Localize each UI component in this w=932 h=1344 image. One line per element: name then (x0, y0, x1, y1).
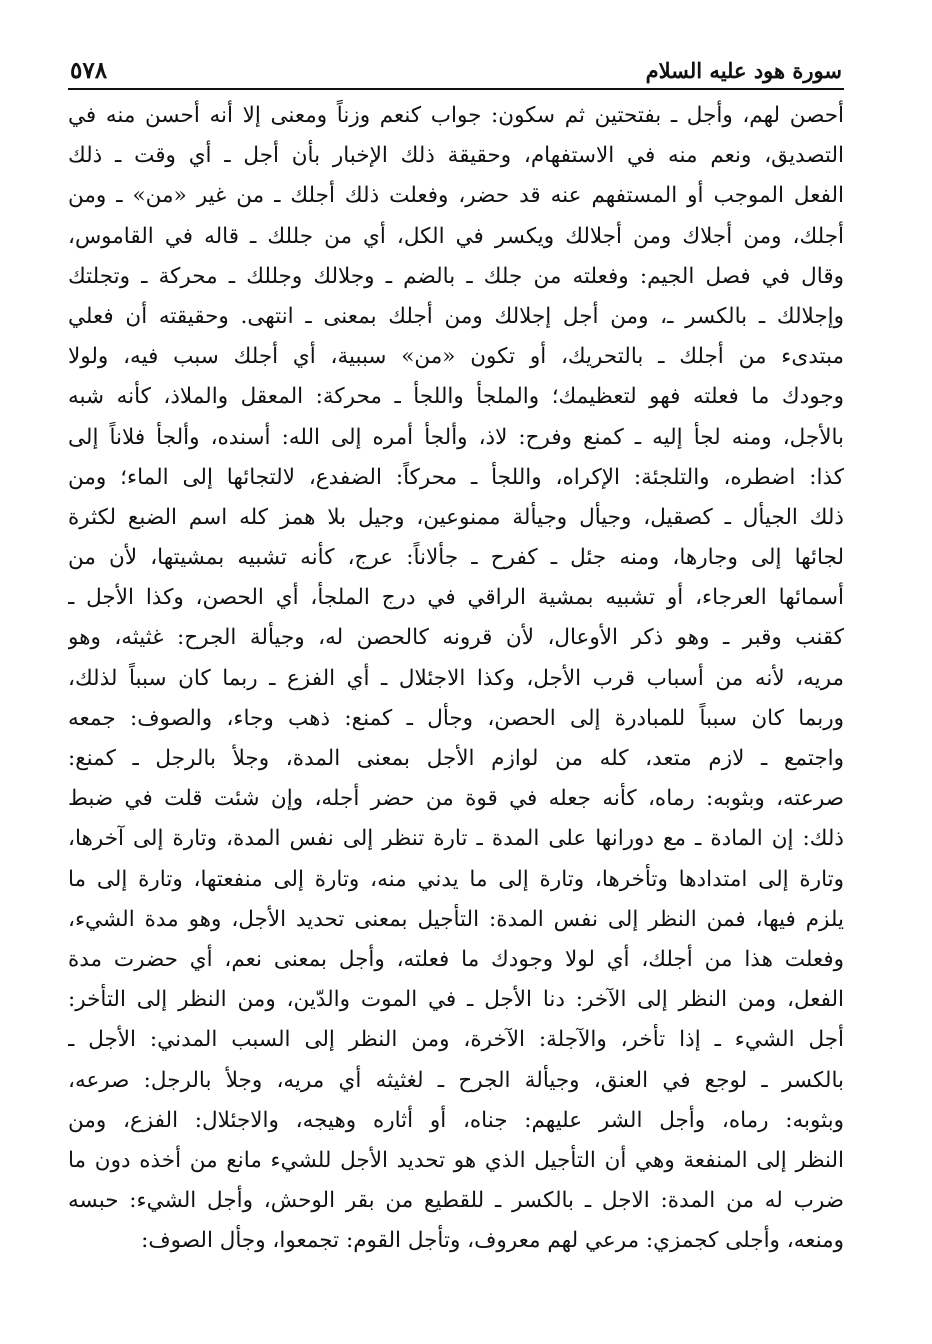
text-line: مبتدىء من أجلك ـ بالتحريك، أو تكون «من» سببية، أي أجلك سبب فيه، ولولا (68, 344, 844, 370)
text-line: بالأجل، ومنه لجأ إليه ـ كمنع وفرح: لاذ، وألجأ أمره إلى الله: أسنده، وألجأ فلاناً إلى (68, 424, 844, 450)
text-line: كذا: اضطره، والتلجئة: الإكراه، واللجأ ـ محركاً: الضفدع، لالتجائها إلى الماء؛ ومن (68, 464, 844, 490)
page-number: ٥٧٨ (70, 57, 108, 84)
text-line: وبثوبه: رماه، وأجل الشر عليهم: جناه، أو أثاره وهيجه، والاجئلال: الفزع، ومن (68, 1107, 844, 1133)
text-line: وجودك ما فعلته فهو لتعظيمك؛ والملجأ واللجأ ـ محركة: المعقل والملاذ، كأنه شبه (68, 384, 844, 410)
text-line: صرعته، وبثوبه: رماه، كأنه جعله في قوة من حضر أجله، وإن شئت قلت في ضبط (68, 786, 844, 812)
text-line: أجل الشيء ـ إذا تأخر، والآجلة: الآخرة، ومن النظر إلى السبب المدني: الأجل ـ (68, 1027, 844, 1053)
text-line: وفعلت هذا من أجلك، أي لولا وجودك ما فعلته، وأجل بمعنى نعم، أي حضرت مدة (68, 946, 844, 972)
text-line: ذلك الجيأل ـ كصقيل، وجيأل وجيألة ممنوعين، وجيل بلا همز كله اسم الضبع لكثرة (68, 504, 844, 530)
body-text (68, 96, 844, 1296)
text-line: الفعل، ومن النظر إلى الآخر: دنا الأجل ـ في الموت والدّين، ومن النظر إلى التأخر: (68, 987, 844, 1013)
page-header (66, 56, 842, 86)
text-line: الفعل الموجب أو المستفهم عنه قد حضر، وفعلت ذلك أجلك ـ من غير «من» ـ ومن (68, 183, 844, 209)
text-line: وربما كان سبباً للمبادرة إلى الحصن، وجأل ـ كمنع: ذهب وجاء، والصوف: جمعه (68, 705, 844, 731)
text-line: ومنعه، وأجلى كجمزي: مرعي لهم معروف، وتأجل القوم: تجمعوا، وجأل الصوف: (141, 1228, 844, 1254)
text-line: كقنب وقبر ـ وهو ذكر الأوعال، لأن قرونه كالحصن له، وجيألة الجرح: غثيثه، وهو (68, 625, 844, 651)
text-line: بالكسر ـ لوجع في العنق، وجيألة الجرح ـ لغثيثه أي مريه، وجلأ بالرجل: صرعه، (68, 1067, 844, 1093)
text-line: مريه، لأنه من أسباب قرب الأجل، وكذا الاجئلال ـ أي الفزع ـ ربما كان سبباً لذلك، (68, 665, 844, 691)
text-line: لجائها إلى وجارها، ومنه جئل ـ كفرح ـ جألاناً: عرج، كأنه تشبيه بمشيتها، لأن من (68, 545, 844, 571)
text-line: التصديق، ونعم منه في الاستفهام، وحقيقة ذلك الإخبار بأن أجل ـ أي وقت ـ ذلك (68, 143, 844, 169)
running-title: سورة هود عليه السلام (645, 58, 842, 83)
text-line: يلزم فيها، فمن النظر إلى نفس المدة: التأجيل بمعنى تحديد الأجل، وهو مدة الشيء، (68, 906, 844, 932)
text-line: وإجلالك ـ بالكسر ـ، ومن أجل إجلالك ومن أجلك بمعنى ـ انتهى. وحقيقته أن فعلي (68, 303, 844, 329)
text-line: النظر إلى المنفعة وهي أن التأجيل الذي هو تحديد الأجل للشيء مانع من أخذه دون ما (68, 1147, 844, 1173)
text-line: ضرب له من المدة: الاجل ـ بالكسر ـ للقطيع من بقر الوحش، وأجل الشيء: حبسه (68, 1188, 844, 1214)
header-divider (68, 88, 844, 90)
text-line: أجلك، ومن أجلاك ومن أجلالك ويكسر في الكل، أي من جللك ـ قاله في القاموس، (68, 223, 844, 249)
text-line: ذلك: إن المادة ـ مع دورانها على المدة ـ تارة تنظر إلى نفس المدة، وتارة إلى آخرها، (68, 826, 844, 852)
text-line: وتارة إلى امتدادها وتأخرها، وتارة إلى ما يدني منه، وتارة إلى منفعتها، وتارة إلى ما (68, 866, 844, 892)
text-line: وقال في فصل الجيم: وفعلته من جلك ـ بالضم ـ وجلالك وجللك ـ محركة ـ وتجلتك (68, 263, 844, 289)
text-line: أسمائها العرجاء، أو تشبيه بمشية الراقي في درج الملجأ، أي الحصن، وكذا الأجل ـ (68, 585, 844, 611)
text-line: واجتمع ـ لازم متعد، كله من لوازم الأجل بمعنى المدة، وجلأ بالرجل ـ كمنع: (68, 746, 844, 771)
text-line: أحصن لهم، وأجل ـ بفتحتين ثم سكون: جواب كنعم وزناً ومعنى إلا أنه أحسن منه في (68, 103, 844, 128)
